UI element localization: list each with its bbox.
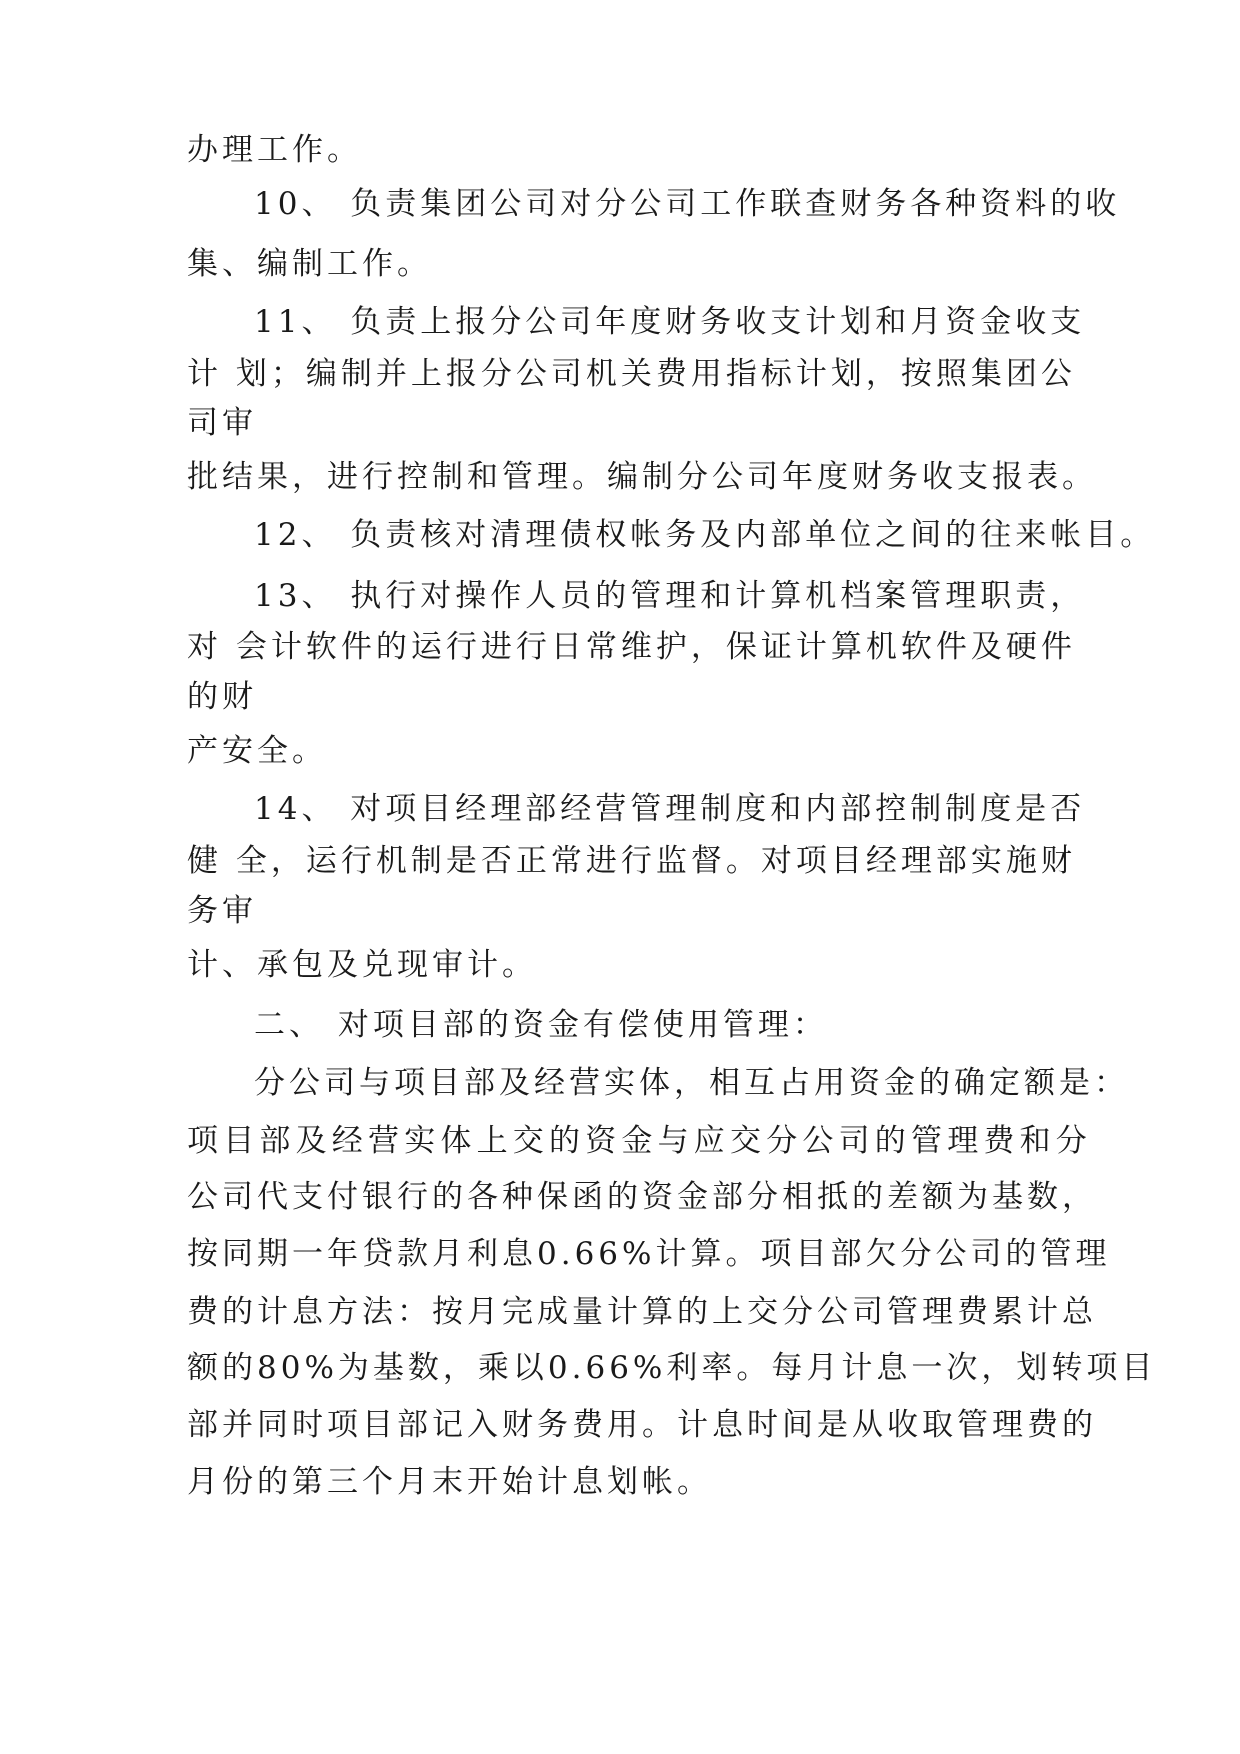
text-line: 务审 [187,893,257,929]
text-line: 计、承包及兑现审计。 [187,947,537,983]
text-line: 10、 负责集团公司对分公司工作联查财务各种资料的收 [254,186,1121,222]
text-line: 13、 执行对操作人员的管理和计算机档案管理职责， [254,578,1086,614]
text-line: 项目部及经营实体上交的资金与应交分公司的管理费和分 [187,1123,1092,1159]
text-line: 产安全。 [187,733,327,769]
text-line: 的财 [187,679,257,715]
text-line: 按同期一年贷款月利息0.66%计算。项目部欠分公司的管理 [187,1236,1111,1272]
text-line: 公司代支付银行的各种保函的资金部分相抵的差额为基数， [187,1179,1097,1215]
text-line: 计 划；编制并上报分公司机关费用指标计划，按照集团公 [187,356,1076,392]
text-line: 批结果，进行控制和管理。编制分公司年度财务收支报表。 [187,459,1097,495]
text-line: 对 会计软件的运行进行日常维护，保证计算机软件及硬件 [187,629,1076,665]
text-line: 11、 负责上报分公司年度财务收支计划和月资金收支 [254,304,1086,340]
text-line: 集、编制工作。 [187,246,432,282]
text-line: 12、 负责核对清理债权帐务及内部单位之间的往来帐目。 [254,517,1156,553]
text-line: 14、 对项目经理部经营管理制度和内部控制制度是否 [254,791,1086,827]
text-line: 二、 对项目部的资金有偿使用管理： [254,1007,828,1043]
text-line: 健 全，运行机制是否正常进行监督。对项目经理部实施财 [187,843,1076,879]
text-line: 部并同时项目部记入财务费用。计息时间是从收取管理费的 [187,1407,1097,1443]
text-line: 司审 [187,405,257,441]
text-line: 费的计息方法：按月完成量计算的上交分公司管理费累计总 [187,1294,1097,1330]
text-line: 分公司与项目部及经营实体，相互占用资金的确定额是： [254,1065,1129,1101]
text-line: 额的80%为基数，乘以0.66%利率。每月计息一次，划转项目 [187,1350,1157,1386]
text-line: 月份的第三个月末开始计息划帐。 [187,1464,712,1500]
text-line: 办理工作。 [187,132,362,168]
